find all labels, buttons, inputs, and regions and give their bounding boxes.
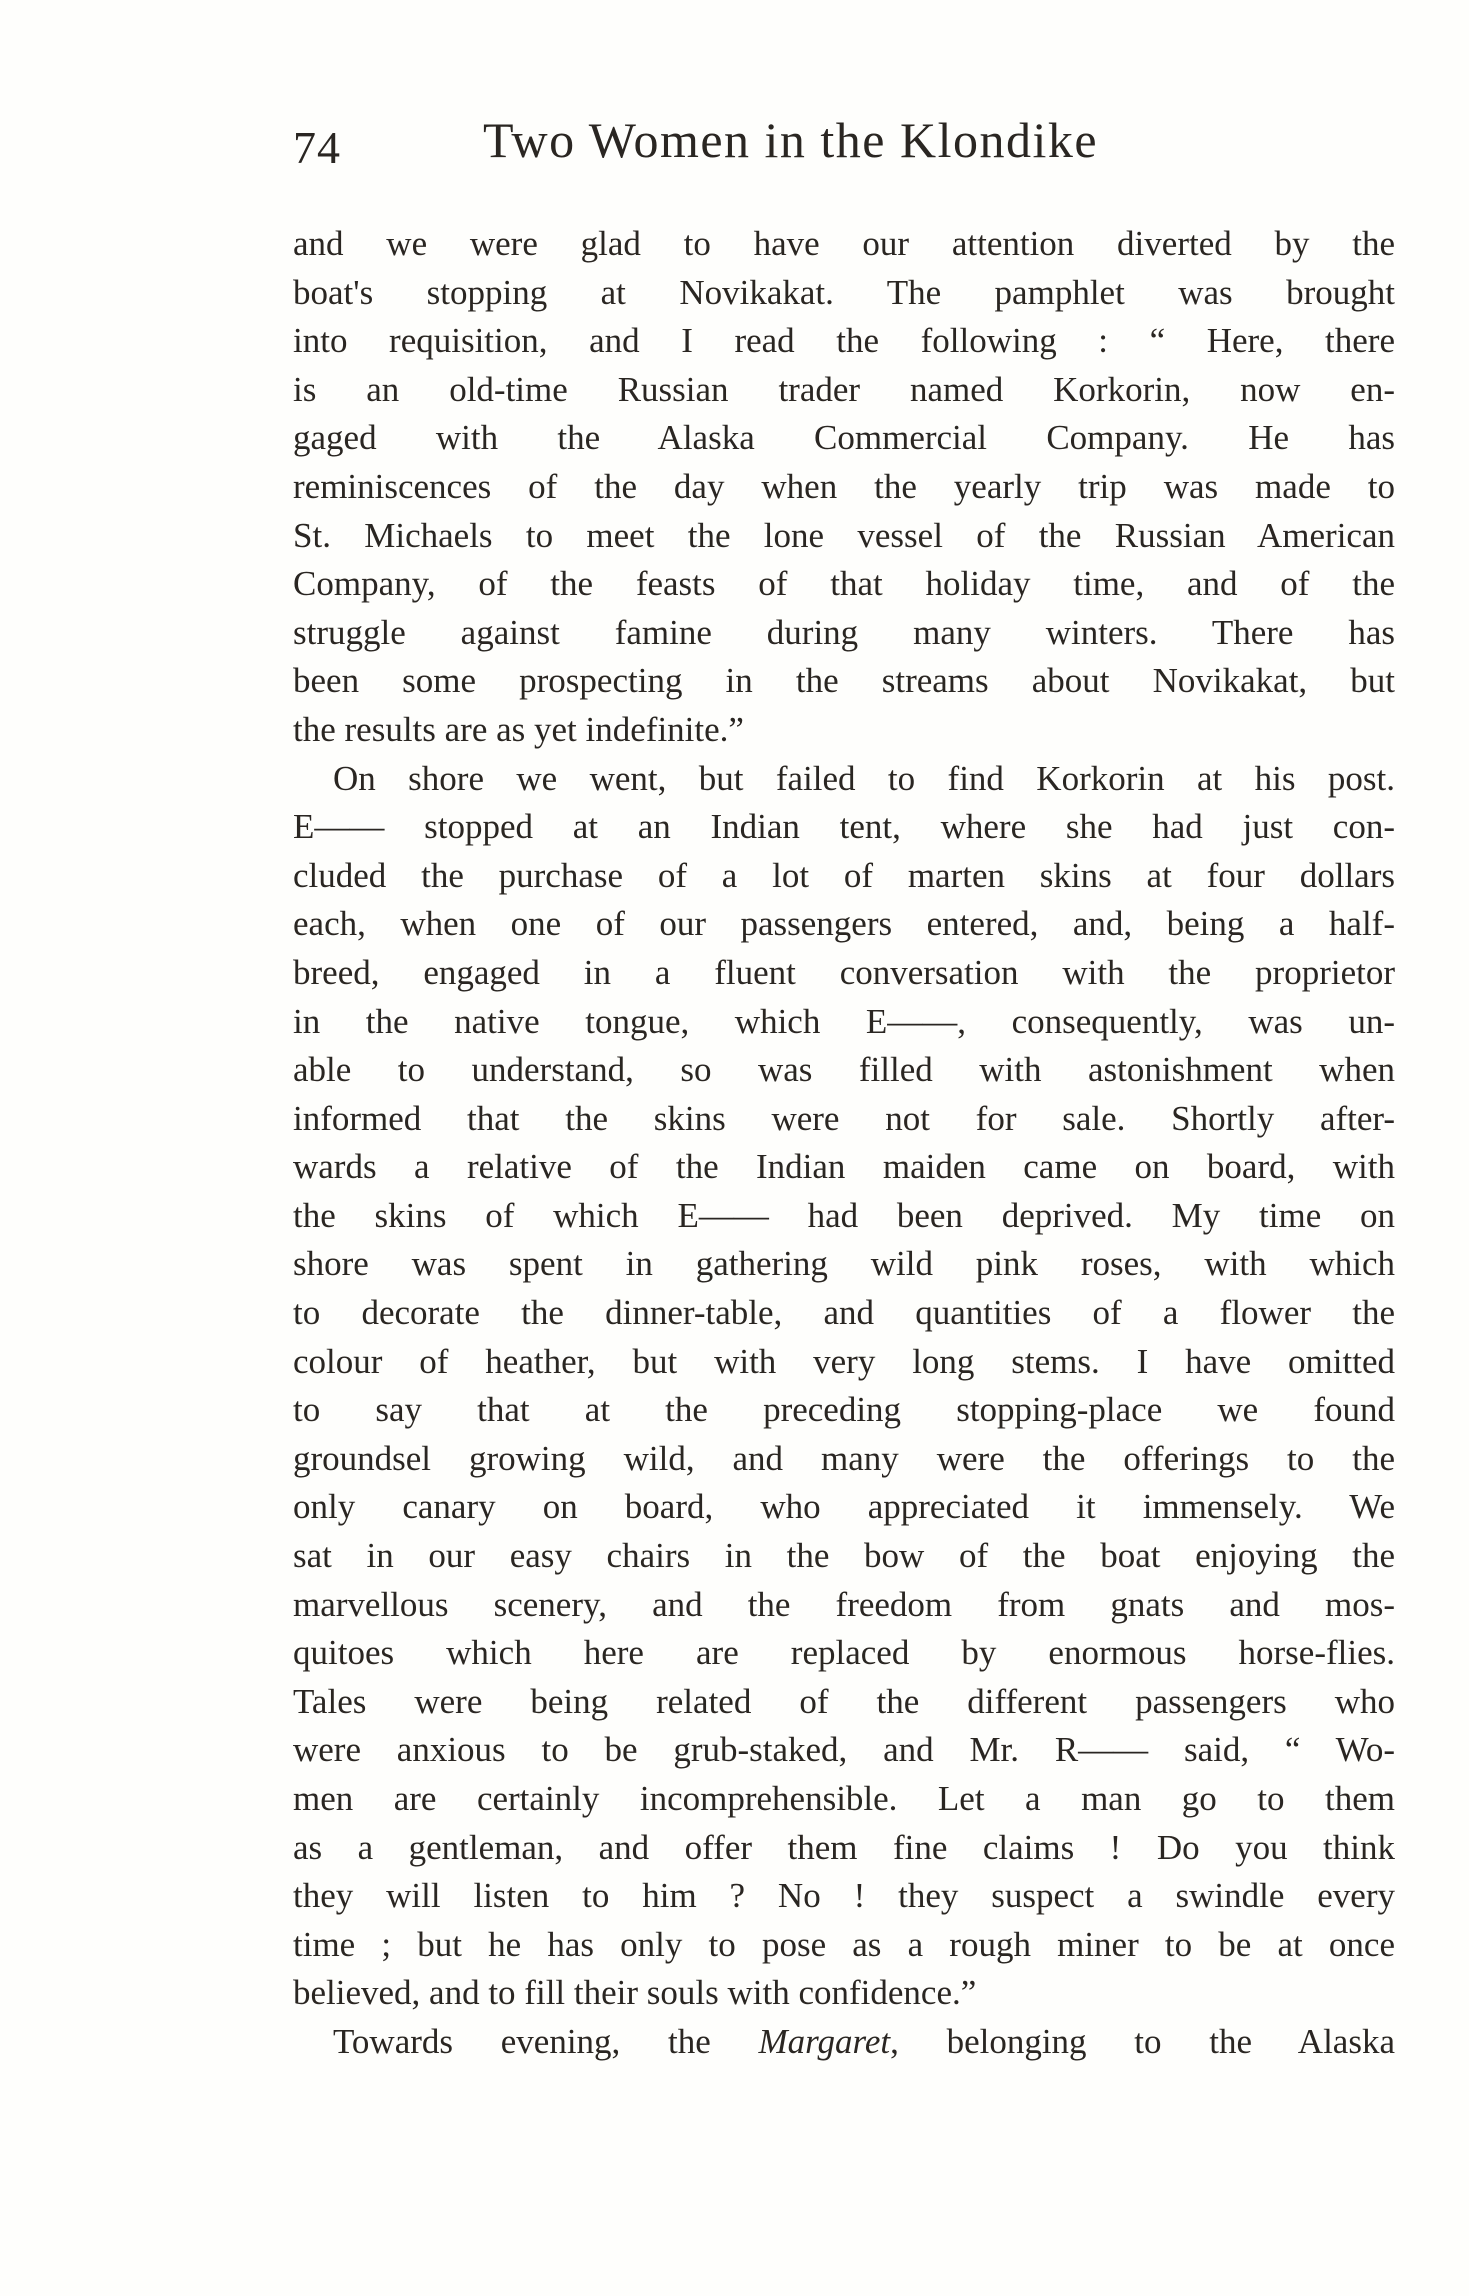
text-line: in the native tongue, which E——, consequently, was un- — [293, 1001, 1395, 1041]
text-line: groundsel growing wild, and many were the offerings to the — [293, 1438, 1395, 1478]
page-number: 74 — [293, 122, 341, 173]
text-line: they will listen to him ? No ! they suspect a swindle every — [293, 1876, 1395, 1916]
paragraph-start-line: On shore we went, but failed to find Korkorin at his post. — [333, 758, 1395, 798]
text-line: shore was spent in gathering wild pink roses, with which — [293, 1244, 1395, 1284]
text-line: sat in our easy chairs in the bow of the boat enjoying the — [293, 1536, 1395, 1576]
text-line: men are certainly incomprehensible. Let a man go to them — [293, 1779, 1395, 1818]
text-line: were anxious to be grub-staked, and Mr. R—— said, “ Wo- — [293, 1730, 1395, 1770]
text-line: St. Michaels to meet the lone vessel of the Russian American — [293, 515, 1395, 555]
text-line: believed, and to fill their souls with confidence.” — [293, 1973, 977, 2013]
text-line: been some prospecting in the streams about Novikakat, but — [293, 661, 1395, 701]
text-line: colour of heather, but with very long stems. I have omitted — [293, 1341, 1395, 1381]
text-line: to decorate the dinner-table, and quantities of a flower the — [293, 1293, 1395, 1333]
text-line: reminiscences of the day when the yearly trip was made to — [293, 466, 1395, 506]
text-line: marvellous scenery, and the freedom from gnats and mos- — [293, 1584, 1395, 1624]
text-line: is an old-time Russian trader named Korkorin, now en- — [293, 369, 1395, 409]
ship-name: Margaret — [758, 2021, 891, 2061]
text-line: the skins of which E—— had been deprived. My time on — [293, 1195, 1395, 1235]
page-header — [293, 110, 1393, 173]
text-line: wards a relative of the Indian maiden came on board, with — [293, 1147, 1395, 1187]
text-line: and we were glad to have our attention diverted by the — [293, 224, 1395, 263]
text-line: breed, engaged in a fluent conversation with the proprietor — [293, 952, 1395, 992]
text-line: quitoes which here are replaced by enormous horse-flies. — [293, 1633, 1395, 1673]
text-line: only canary on board, who appreciated it immensely. We — [293, 1487, 1395, 1527]
text-line: able to understand, so was filled with astonishment when — [293, 1050, 1395, 1090]
text-line: struggle against famine during many winters. There has — [293, 612, 1395, 652]
text-line: Tales were being related of the different passengers who — [293, 1681, 1395, 1721]
text-line: to say that at the preceding stopping-place we found — [293, 1390, 1395, 1430]
body-text — [293, 220, 1395, 2067]
line-text-after-ship: , belonging to the Alaska — [890, 2021, 1395, 2061]
text-line: into requisition, and I read the following : “ Here, there — [293, 321, 1395, 361]
text-line: gaged with the Alaska Commercial Company. He has — [293, 418, 1395, 458]
text-line: each, when one of our passengers entered, and, being a half- — [293, 904, 1395, 944]
text-line: as a gentleman, and offer them fine claims ! Do you think — [293, 1827, 1395, 1867]
text-line: Company, of the feasts of that holiday time, and of the — [293, 564, 1395, 604]
text-line: the results are as yet indefinite.” — [293, 709, 744, 749]
running-title: Two Women in the Klondike — [483, 112, 1099, 168]
text-line: cluded the purchase of a lot of marten skins at four dollars — [293, 855, 1395, 895]
text-line: boat's stopping at Novikakat. The pamphlet was brought — [293, 272, 1395, 312]
text-line: time ; but he has only to pose as a rough miner to be at once — [293, 1924, 1395, 1964]
text-line: informed that the skins were not for sale. Shortly after- — [293, 1098, 1395, 1138]
paragraph-start-line — [293, 2018, 1395, 2067]
line-text-before-ship: Towards evening, the — [333, 2021, 759, 2061]
text-line: E—— stopped at an Indian tent, where she had just con- — [293, 807, 1395, 847]
